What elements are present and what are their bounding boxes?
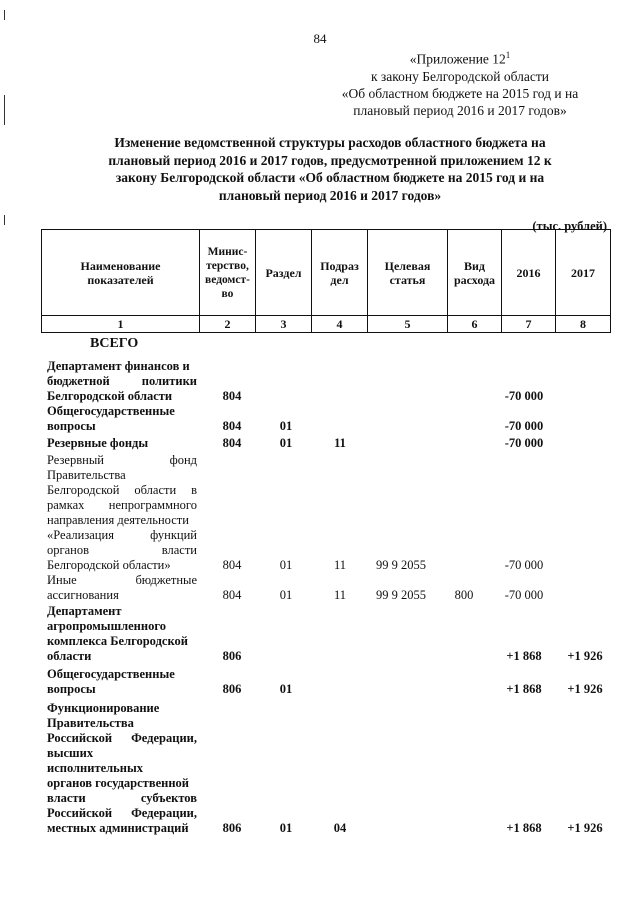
row-5-name-line-1: Иные бюджетные <box>47 573 197 587</box>
header-ministry: Минис- терство, ведомст- во <box>200 230 256 316</box>
row-8-y2016: +1 868 <box>506 821 542 835</box>
title-line-2: плановый период 2016 и 2017 годов, предусмотренной приложением 12 к <box>108 152 552 168</box>
col-number-7: 7 <box>502 316 556 333</box>
row-6-name-line-1: Департамент <box>47 604 122 618</box>
title-line-3: закону Белгородской области «Об областном бюджете на 2015 год и на <box>115 170 545 185</box>
row-2-name-line-2: вопросы <box>47 419 96 433</box>
row-8-name-line-8: Российской Федерации, <box>47 806 197 820</box>
row-6-name-line-2: агропромышленного <box>47 619 166 633</box>
row-4-name-line-6: «Реализация функций <box>47 528 197 542</box>
row-7-name-line-1: Общегосударственные <box>47 667 175 681</box>
row-4-name-line-3: Белгородской области в <box>47 483 197 497</box>
row-5-y2016: -70 000 <box>504 588 544 602</box>
header-section: Раздел <box>256 230 312 316</box>
row-3-y2016: -70 000 <box>504 436 544 450</box>
row-1-name-line-2: бюджетной политики <box>47 374 197 388</box>
row-2-ministry: 804 <box>222 419 242 433</box>
row-7-ministry: 806 <box>222 682 242 696</box>
row-6-name-line-4: области <box>47 649 92 663</box>
row-2-name-line-1: Общегосударственные <box>47 404 175 418</box>
header-name: Наименование показателей <box>42 230 200 316</box>
row-6-y2016: +1 868 <box>506 649 542 663</box>
row-4-name-line-5: направления деятельности <box>47 513 189 527</box>
header-subsection: Подраз дел <box>312 230 368 316</box>
row-7-section: 01 <box>279 682 293 696</box>
row-6-name-line-3: комплекса Белгородской <box>47 634 188 648</box>
row-2-section: 01 <box>279 419 293 433</box>
row-8-name-line-4: высших <box>47 746 94 760</box>
row-4-name-line-1: Резервный фонд <box>47 453 197 467</box>
appendix-line-4: плановый период 2016 и 2017 годов» <box>353 102 567 118</box>
units-label: (тыс. рублей) <box>532 219 607 233</box>
row-8-name-line-2: Правительства <box>47 716 134 730</box>
row-4-ministry: 804 <box>222 558 242 572</box>
col-number-5: 5 <box>368 316 448 333</box>
row-5-target: 99 9 2055 <box>376 588 426 602</box>
total-label: ВСЕГО <box>90 336 139 351</box>
col-number-3: 3 <box>256 316 312 333</box>
col-number-6: 6 <box>448 316 502 333</box>
appendix-line-3: «Об областном бюджете на 2015 год и на <box>341 85 579 101</box>
row-1-name-line-1: Департамент финансов и <box>47 359 190 373</box>
row-4-subsection: 11 <box>333 558 347 572</box>
col-number-4: 4 <box>312 316 368 333</box>
page-number: 84 <box>313 31 327 46</box>
row-5-ministry: 804 <box>222 588 242 602</box>
row-8-ministry: 806 <box>222 821 242 835</box>
row-1-ministry: 804 <box>222 389 242 403</box>
row-1-name-line-3: Белгородской области <box>47 389 173 403</box>
row-8-subsection: 04 <box>333 821 347 835</box>
row-7-name-line-2: вопросы <box>47 682 96 696</box>
row-2-y2016: -70 000 <box>504 419 544 433</box>
appendix-line-2: к закону Белгородской области <box>371 68 549 84</box>
row-5-subsection: 11 <box>333 588 347 602</box>
row-1-y2016: -70 000 <box>504 389 544 403</box>
row-8-name-line-3: Российской Федерации, <box>47 731 197 745</box>
row-8-name-line-5: исполнительных <box>47 761 143 775</box>
row-3-section: 01 <box>279 436 293 450</box>
header-2017: 2017 <box>556 230 611 316</box>
row-8-y2017: +1 926 <box>567 821 603 835</box>
row-4-section: 01 <box>279 558 293 572</box>
row-8-name-line-7: власти субъектов <box>47 791 197 805</box>
row-8-name-line-9: местных администраций <box>47 821 189 835</box>
row-4-name-line-2: Правительства <box>47 468 126 482</box>
row-7-y2017: +1 926 <box>567 682 603 696</box>
row-4-y2016: -70 000 <box>504 558 544 572</box>
row-8-name-line-1: Функционирование <box>47 701 160 715</box>
header-expense-type: Вид расхода <box>448 230 502 316</box>
row-4-name-line-4: рамках непрограммного <box>47 498 197 512</box>
row-8-section: 01 <box>279 821 293 835</box>
row-6-y2017: +1 926 <box>567 649 603 663</box>
row-4-name-line-8: Белгородской области» <box>47 558 171 572</box>
col-number-1: 1 <box>42 316 200 333</box>
row-3-name-line-1: Резервные фонды <box>47 436 149 450</box>
header-2016: 2016 <box>502 230 556 316</box>
row-5-name-line-2: ассигнования <box>47 588 119 602</box>
row-5-type: 800 <box>454 588 474 602</box>
row-8-name-line-6: органов государственной <box>47 776 189 790</box>
col-number-2: 2 <box>200 316 256 333</box>
row-7-y2016: +1 868 <box>506 682 542 696</box>
title-line-1: Изменение ведомственной структуры расходов областного бюджета на <box>114 135 546 150</box>
row-4-target: 99 9 2055 <box>376 558 426 572</box>
row-5-section: 01 <box>279 588 293 602</box>
title-line-4: плановый период 2016 и 2017 годов» <box>218 187 442 203</box>
appendix-line-1: «Приложение $12^1$ <box>409 50 511 67</box>
row-3-subsection: 11 <box>334 436 346 450</box>
row-6-ministry: 806 <box>222 649 242 663</box>
row-4-name-line-7: органов власти <box>47 543 197 557</box>
row-3-ministry: 804 <box>222 436 242 450</box>
header-target: Целевая статья <box>368 230 448 316</box>
col-number-8: 8 <box>556 316 611 333</box>
